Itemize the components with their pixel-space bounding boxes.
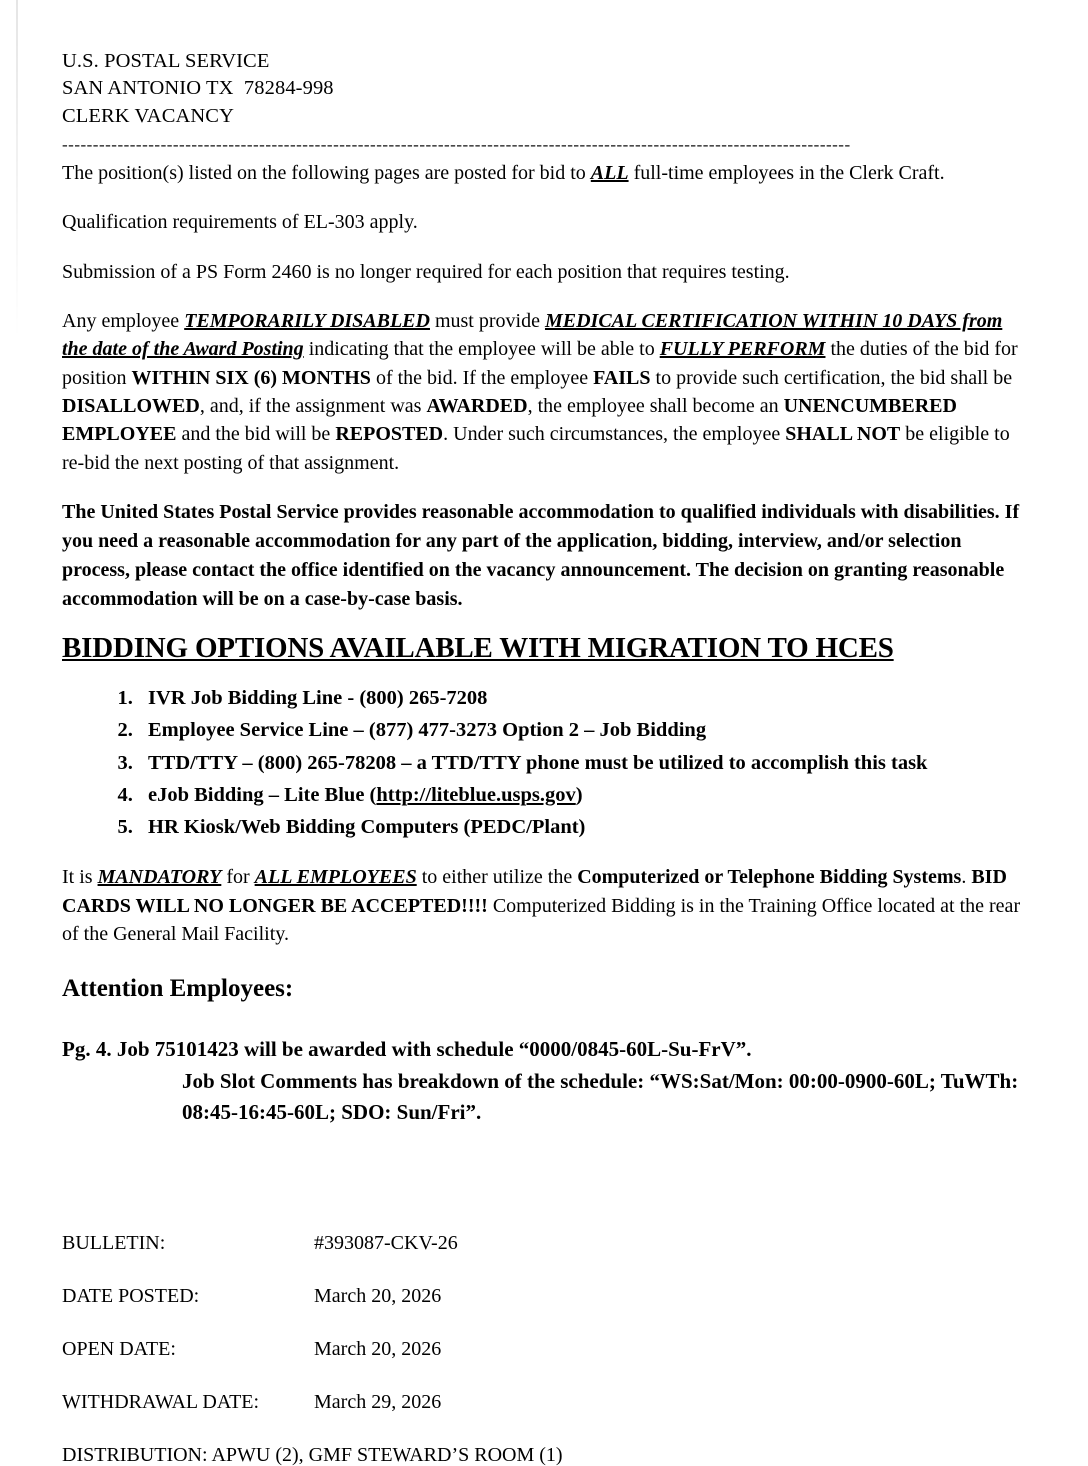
disabled-text-11: be eligible to re-bid the next posting of that assignment.: [62, 423, 1010, 474]
section-title-bidding-options: BIDDING OPTIONS AVAILABLE WITH MIGRATION TO HCES: [62, 632, 894, 665]
emphasis-all-employees: ALL EMPLOYEES: [254, 866, 417, 889]
mandatory-text-3: to either utilize the: [416, 866, 578, 889]
emphasis-shall-not: SHALL NOT: [785, 423, 901, 446]
option-text: IVR Job Bidding Line - (800) 265-7208: [148, 687, 488, 710]
metadata-value: March 20, 2026: [314, 1337, 442, 1360]
bidding-options-list: [62, 682, 1030, 843]
metadata-label: DATE POSTED:: [62, 1284, 200, 1307]
disabled-text-8: , the employee shall become an: [527, 395, 784, 418]
list-item: [138, 779, 1030, 811]
submission-paragraph: Submission of a PS Form 2460 is no longer required for each position that requires testing.: [62, 260, 790, 283]
disabled-text-2: must provide: [429, 309, 545, 332]
letterhead-subject: CLERK VACANCY: [62, 104, 234, 127]
option-text: HR Kiosk/Web Bidding Computers (PEDC/Plant): [148, 815, 586, 838]
metadata-label: OPEN DATE:: [62, 1337, 176, 1360]
option-text: Employee Service Line – (877) 477-3273 Option 2 – Job Bidding: [148, 719, 707, 742]
metadata-row-bulletin: [62, 1233, 1030, 1253]
temporarily-disabled-paragraph: [62, 307, 1030, 477]
mandatory-text-2: for: [221, 866, 255, 889]
emphasis-medical-certification: MEDICAL CERTIFICATION WITHIN 10 DAYS from the date of the Award Posting: [62, 309, 1003, 361]
metadata-row-withdrawal-date: [62, 1392, 1030, 1412]
intro-emphasis-all: ALL: [590, 161, 629, 184]
metadata-label: WITHDRAWAL DATE:: [62, 1390, 260, 1413]
option-text: TTD/TTY – (800) 265-78208 – a TTD/TTY phone must be utilized to accomplish this task: [148, 751, 928, 774]
emphasis-temporarily-disabled: TEMPORARILY DISABLED: [184, 309, 430, 332]
list-item: [138, 747, 1030, 779]
list-item: [138, 714, 1030, 746]
intro-text-before: The position(s) listed on the following pages are posted for bid to: [62, 161, 591, 184]
disabled-text-7: , and, if the assignment was: [199, 395, 427, 418]
intro-paragraph: [62, 159, 1030, 187]
emphasis-within-six-months: WITHIN SIX (6) MONTHS: [131, 366, 371, 389]
emphasis-fails: FAILS: [593, 366, 651, 389]
letterhead-address: SAN ANTONIO TX 78284-998: [62, 77, 334, 100]
emphasis-bid-cards-notice: BID CARDS WILL NO LONGER BE ACCEPTED!!!!: [62, 866, 1007, 917]
document-content: [62, 48, 1030, 1465]
notice-line-2: Job Slot Comments has breakdown of the schedule: “WS:Sat/Mon: 00:00-0900-60L; TuWTh: 08:45-16:45-60L; SDO: Sun/Fri”.: [182, 1068, 1019, 1125]
letterhead: [62, 48, 1030, 130]
horizontal-separator: --------------------------------------------------------------------------------------------------------------------------------: [62, 134, 851, 154]
metadata-row-open-date: [62, 1339, 1030, 1359]
list-item: [138, 682, 1030, 714]
emphasis-fully-perform: FULLY PERFORM: [659, 338, 826, 361]
disabled-text-10: . Under such circumstances, the employee: [443, 423, 786, 446]
metadata-value: March 29, 2026: [314, 1390, 442, 1413]
metadata-row-date-posted: [62, 1286, 1030, 1306]
option-text-after: ): [575, 783, 583, 806]
qualification-paragraph: Qualification requirements of EL-303 apply.: [62, 211, 418, 234]
distribution-line: DISTRIBUTION: APWU (2), GMF STEWARD’S ROOM (1): [62, 1443, 563, 1466]
disabled-text-9: and the bid will be: [176, 423, 336, 446]
metadata-value: March 20, 2026: [314, 1284, 442, 1307]
emphasis-awarded: AWARDED: [426, 395, 528, 418]
list-item: [138, 811, 1030, 843]
metadata-label: BULLETIN:: [62, 1231, 166, 1254]
bulletin-metadata: [62, 1233, 1030, 1465]
disabled-text-5: of the bid. If the employee: [370, 366, 594, 389]
emphasis-mandatory: MANDATORY: [97, 866, 222, 889]
mandatory-paragraph: [62, 863, 1030, 948]
emphasis-reposted: REPOSTED: [335, 423, 444, 446]
letterhead-organization: U.S. POSTAL SERVICE: [62, 50, 270, 72]
emphasis-bidding-systems: Computerized or Telephone Bidding Systems: [577, 866, 962, 889]
attention-employees-heading: Attention Employees:: [62, 975, 294, 1003]
mandatory-text-1: It is: [62, 866, 98, 889]
option-text: eJob Bidding – Lite Blue (: [148, 783, 377, 806]
notice-line-1: Pg. 4. Job 75101423 will be awarded with schedule “0000/0845-60L-Su-FrV”.: [62, 1037, 752, 1062]
emphasis-unencumbered-employee: UNENCUMBERED EMPLOYEE: [62, 395, 957, 446]
liteblue-url-link[interactable]: http://liteblue.usps.gov: [376, 783, 576, 806]
intro-text-after: full-time employees in the Clerk Craft.: [628, 161, 945, 184]
emphasis-disallowed: DISALLOWED: [62, 395, 200, 418]
mandatory-text-5: Computerized Bidding is in the Training Office located at the rear of the General Mail Facility.: [62, 894, 1021, 945]
disabled-text-4: the duties of the bid for position: [62, 338, 1018, 389]
scan-artifact: [16, 0, 18, 340]
disabled-text-6: to provide such certification, the bid shall be: [650, 366, 1013, 389]
job-schedule-notice: [62, 1034, 1030, 1129]
metadata-value: #393087-CKV-26: [314, 1231, 458, 1254]
reasonable-accommodation-paragraph: The United States Postal Service provides reasonable accommodation to qualified individuals with disabilities. If you need a reasonable accommodation for any part of the application, bidding, interview, and/or selection process, please contact the office identified on the vacancy announcement. The decision on granting reasonable accommodation will be on a case-by-case basis.: [62, 501, 1020, 610]
disabled-text-1: Any employee: [62, 309, 185, 332]
disabled-text-3: indicating that the employee will be able to: [303, 338, 660, 361]
mandatory-text-4: .: [961, 866, 972, 889]
